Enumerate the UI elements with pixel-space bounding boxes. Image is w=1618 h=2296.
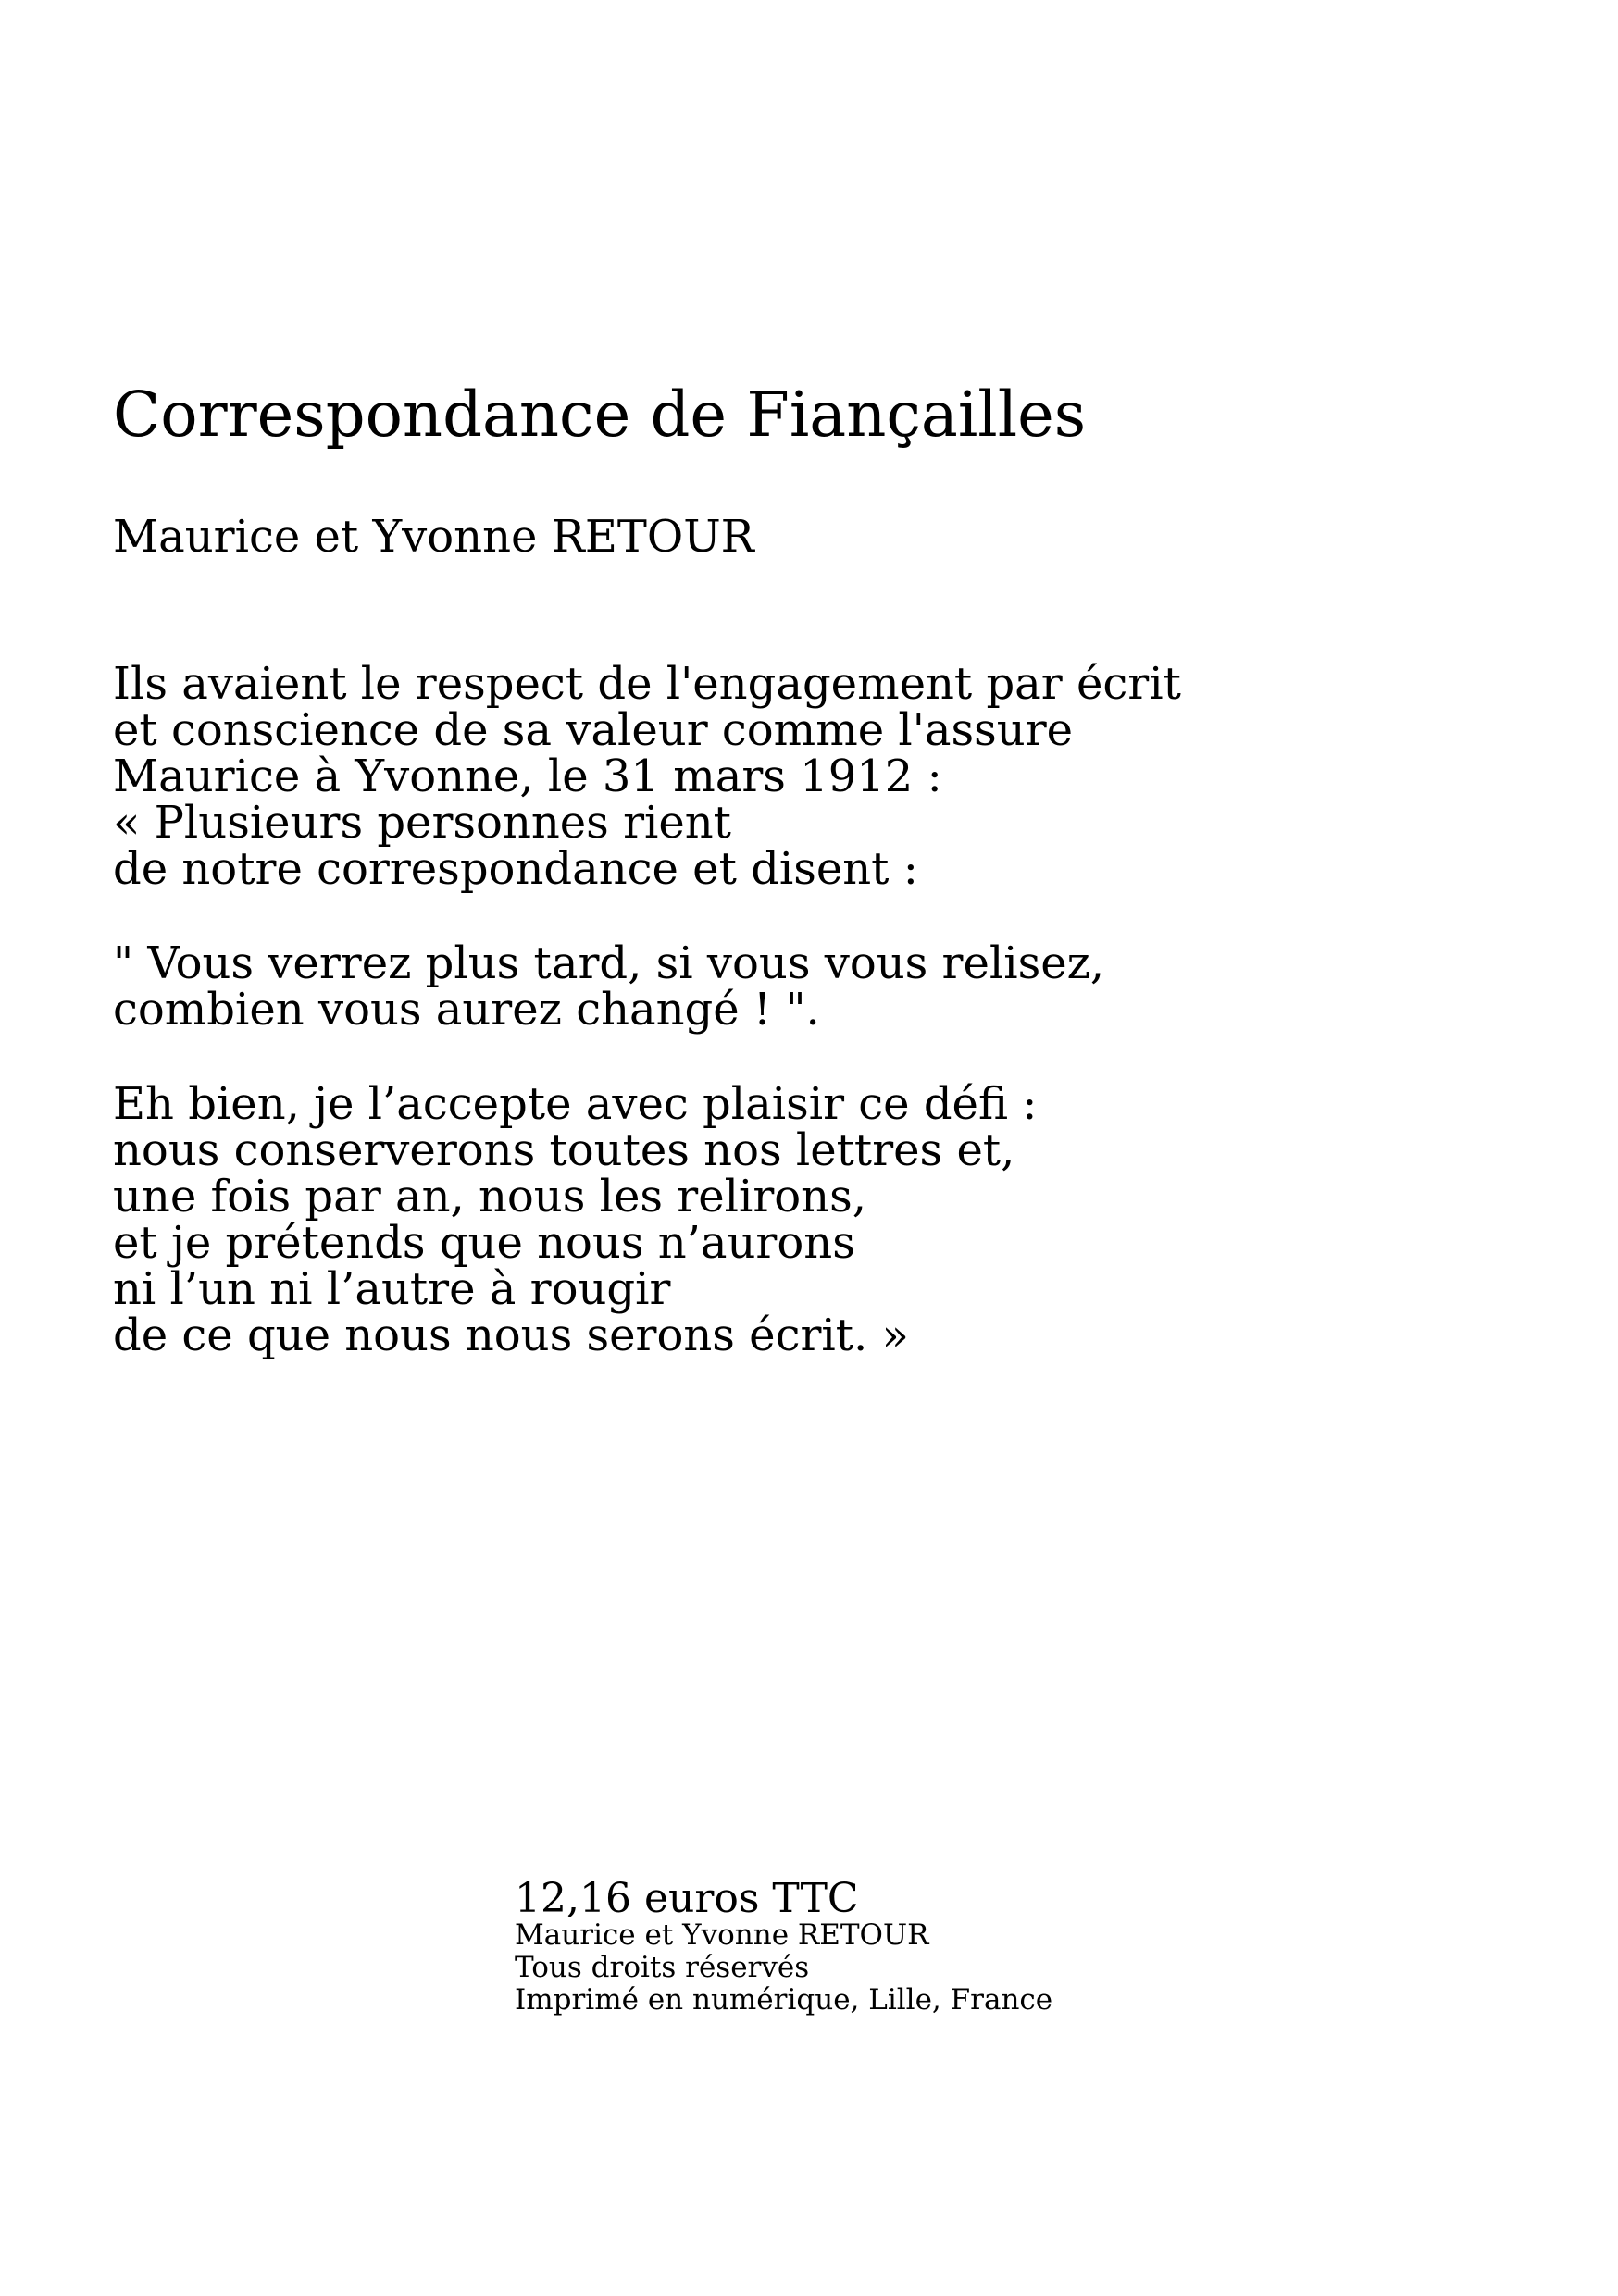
synopsis-line: Eh bien, je l’accepte avec plaisir ce défi :: [113, 1078, 1038, 1130]
book-authors: Maurice et Yvonne RETOUR: [113, 511, 754, 563]
imprint-printing-line: Imprimé en numérique, Lille, France: [515, 1983, 1053, 2017]
synopsis-paragraph-1: [113, 658, 1181, 895]
synopsis-line: de ce que nous nous serons écrit. »: [113, 1309, 909, 1361]
synopsis-line: une fois par an, nous les relirons,: [113, 1171, 866, 1222]
imprint-rights-line: Tous droits réservés: [515, 1951, 810, 1984]
synopsis: [113, 658, 1181, 1361]
synopsis-paragraph-3: [113, 1078, 1181, 1361]
synopsis-line: de notre correspondance et disent :: [113, 843, 918, 895]
synopsis-paragraph-2: [113, 937, 1181, 1036]
synopsis-line: Ils avaient le respect de l'engagement par écrit: [113, 658, 1181, 710]
synopsis-line: et conscience de sa valeur comme l'assure: [113, 704, 1074, 756]
synopsis-line: " Vous verrez plus tard, si vous vous relisez,: [113, 937, 1105, 989]
synopsis-line: combien vous aurez changé ! ".: [113, 984, 820, 1036]
imprint-authors-line: Maurice et Yvonne RETOUR: [515, 1918, 929, 1952]
synopsis-line: ni l’un ni l’autre à rougir: [113, 1263, 671, 1315]
synopsis-line: nous conserverons toutes nos lettres et,: [113, 1124, 1015, 1176]
imprint-block: [515, 1875, 1053, 2017]
synopsis-line: et je prétends que nous n’aurons: [113, 1217, 855, 1269]
synopsis-line: « Plusieurs personnes rient: [113, 797, 731, 849]
book-title: Correspondance de Fiançailles: [113, 379, 1087, 451]
price-line: 12,16 euros TTC: [515, 1875, 859, 1922]
synopsis-line: Maurice à Yvonne, le 31 mars 1912 :: [113, 751, 942, 802]
